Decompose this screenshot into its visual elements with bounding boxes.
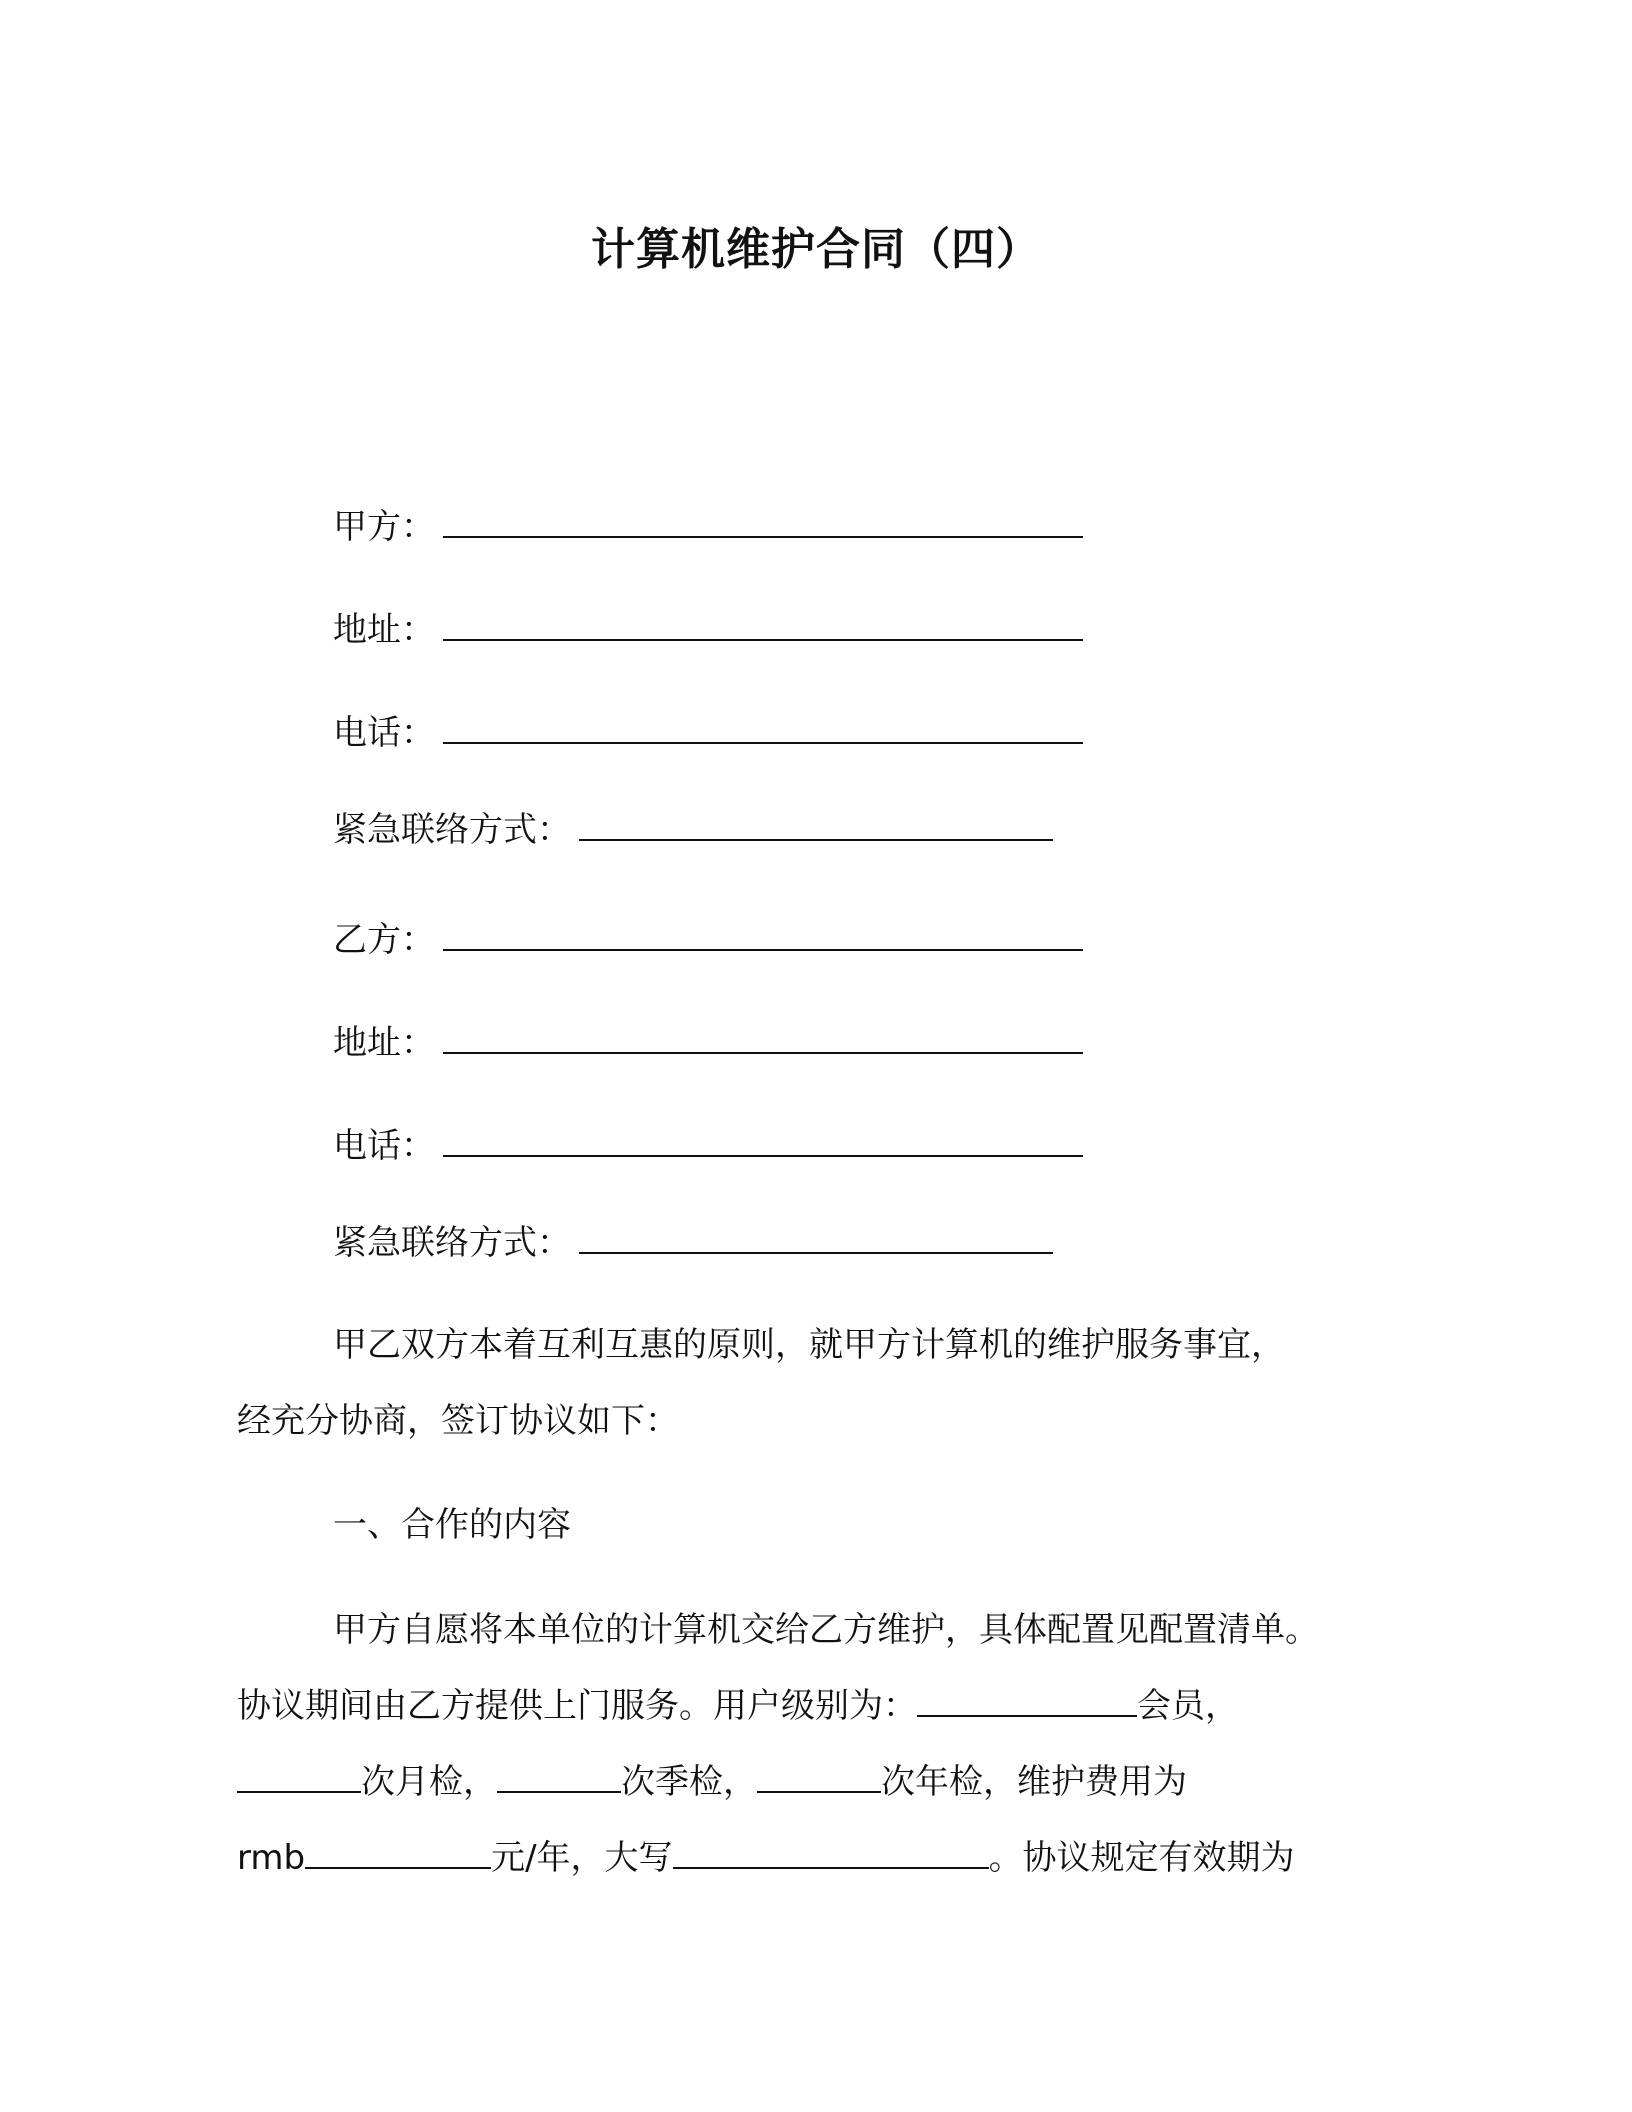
monthly-check-blank <box>237 1761 361 1793</box>
party-b-emergency-blank <box>579 1222 1053 1254</box>
party-b-address-blank <box>443 1022 1083 1054</box>
document-title: 计算机维护合同（四） <box>591 224 1041 275</box>
party-a-phone-field <box>333 708 1083 758</box>
section-1-line-3-text-c: 次年检，维护费用为 <box>881 1762 1187 1802</box>
party-b-phone-label: 电话： <box>333 1126 435 1166</box>
intro-line-1: 甲乙双方本着互利互惠的原则，就甲方计算机的维护服务事宜， <box>333 1325 1285 1365</box>
fee-uppercase-blank <box>673 1837 989 1869</box>
section-1-line-2 <box>237 1681 1239 1731</box>
intro-line-2: 经充分协商，签订协议如下： <box>237 1401 679 1441</box>
party-b-name-label: 乙方： <box>333 920 435 960</box>
party-a-name-field <box>333 502 1083 552</box>
party-b-address-field <box>333 1018 1083 1068</box>
party-a-name-blank <box>443 506 1083 538</box>
section-1-line-2-text-a: 协议期间由乙方提供上门服务。用户级别为： <box>237 1686 917 1726</box>
party-b-emergency-label: 紧急联络方式： <box>333 1223 571 1263</box>
party-a-name-label: 甲方： <box>333 507 435 547</box>
party-a-phone-blank <box>443 712 1083 744</box>
section-1-heading: 一、合作的内容 <box>333 1505 571 1545</box>
party-b-phone-field <box>333 1121 1083 1171</box>
yearly-check-blank <box>757 1761 881 1793</box>
party-a-address-field <box>333 605 1083 655</box>
party-b-phone-blank <box>443 1125 1083 1157</box>
party-a-address-label: 地址： <box>333 610 435 650</box>
party-b-address-label: 地址： <box>333 1023 435 1063</box>
section-1-line-4-text-a: rmb <box>237 1838 306 1878</box>
quarterly-check-blank <box>497 1761 621 1793</box>
section-1-line-3-text-b: 次季检， <box>621 1762 757 1802</box>
section-1-line-4 <box>237 1833 1295 1883</box>
member-level-blank <box>917 1685 1137 1717</box>
section-1-line-3 <box>237 1757 1187 1807</box>
party-b-name-blank <box>443 919 1083 951</box>
section-1-line-2-text-b: 会员， <box>1137 1686 1239 1726</box>
section-1-line-4-text-b: 元/年，大写 <box>491 1838 673 1878</box>
party-a-emergency-label: 紧急联络方式： <box>333 810 571 850</box>
party-b-name-field <box>333 915 1083 965</box>
section-1-line-3-text-a: 次月检， <box>361 1762 497 1802</box>
fee-amount-blank <box>305 1837 491 1869</box>
party-a-emergency-field <box>333 805 1053 855</box>
party-a-phone-label: 电话： <box>333 713 435 753</box>
party-a-address-blank <box>443 609 1083 641</box>
party-a-emergency-blank <box>579 809 1053 841</box>
section-1-line-1: 甲方自愿将本单位的计算机交给乙方维护，具体配置见配置清单。 <box>333 1610 1319 1650</box>
party-b-emergency-field <box>333 1218 1053 1268</box>
section-1-line-4-text-c: 。协议规定有效期为 <box>988 1838 1295 1878</box>
